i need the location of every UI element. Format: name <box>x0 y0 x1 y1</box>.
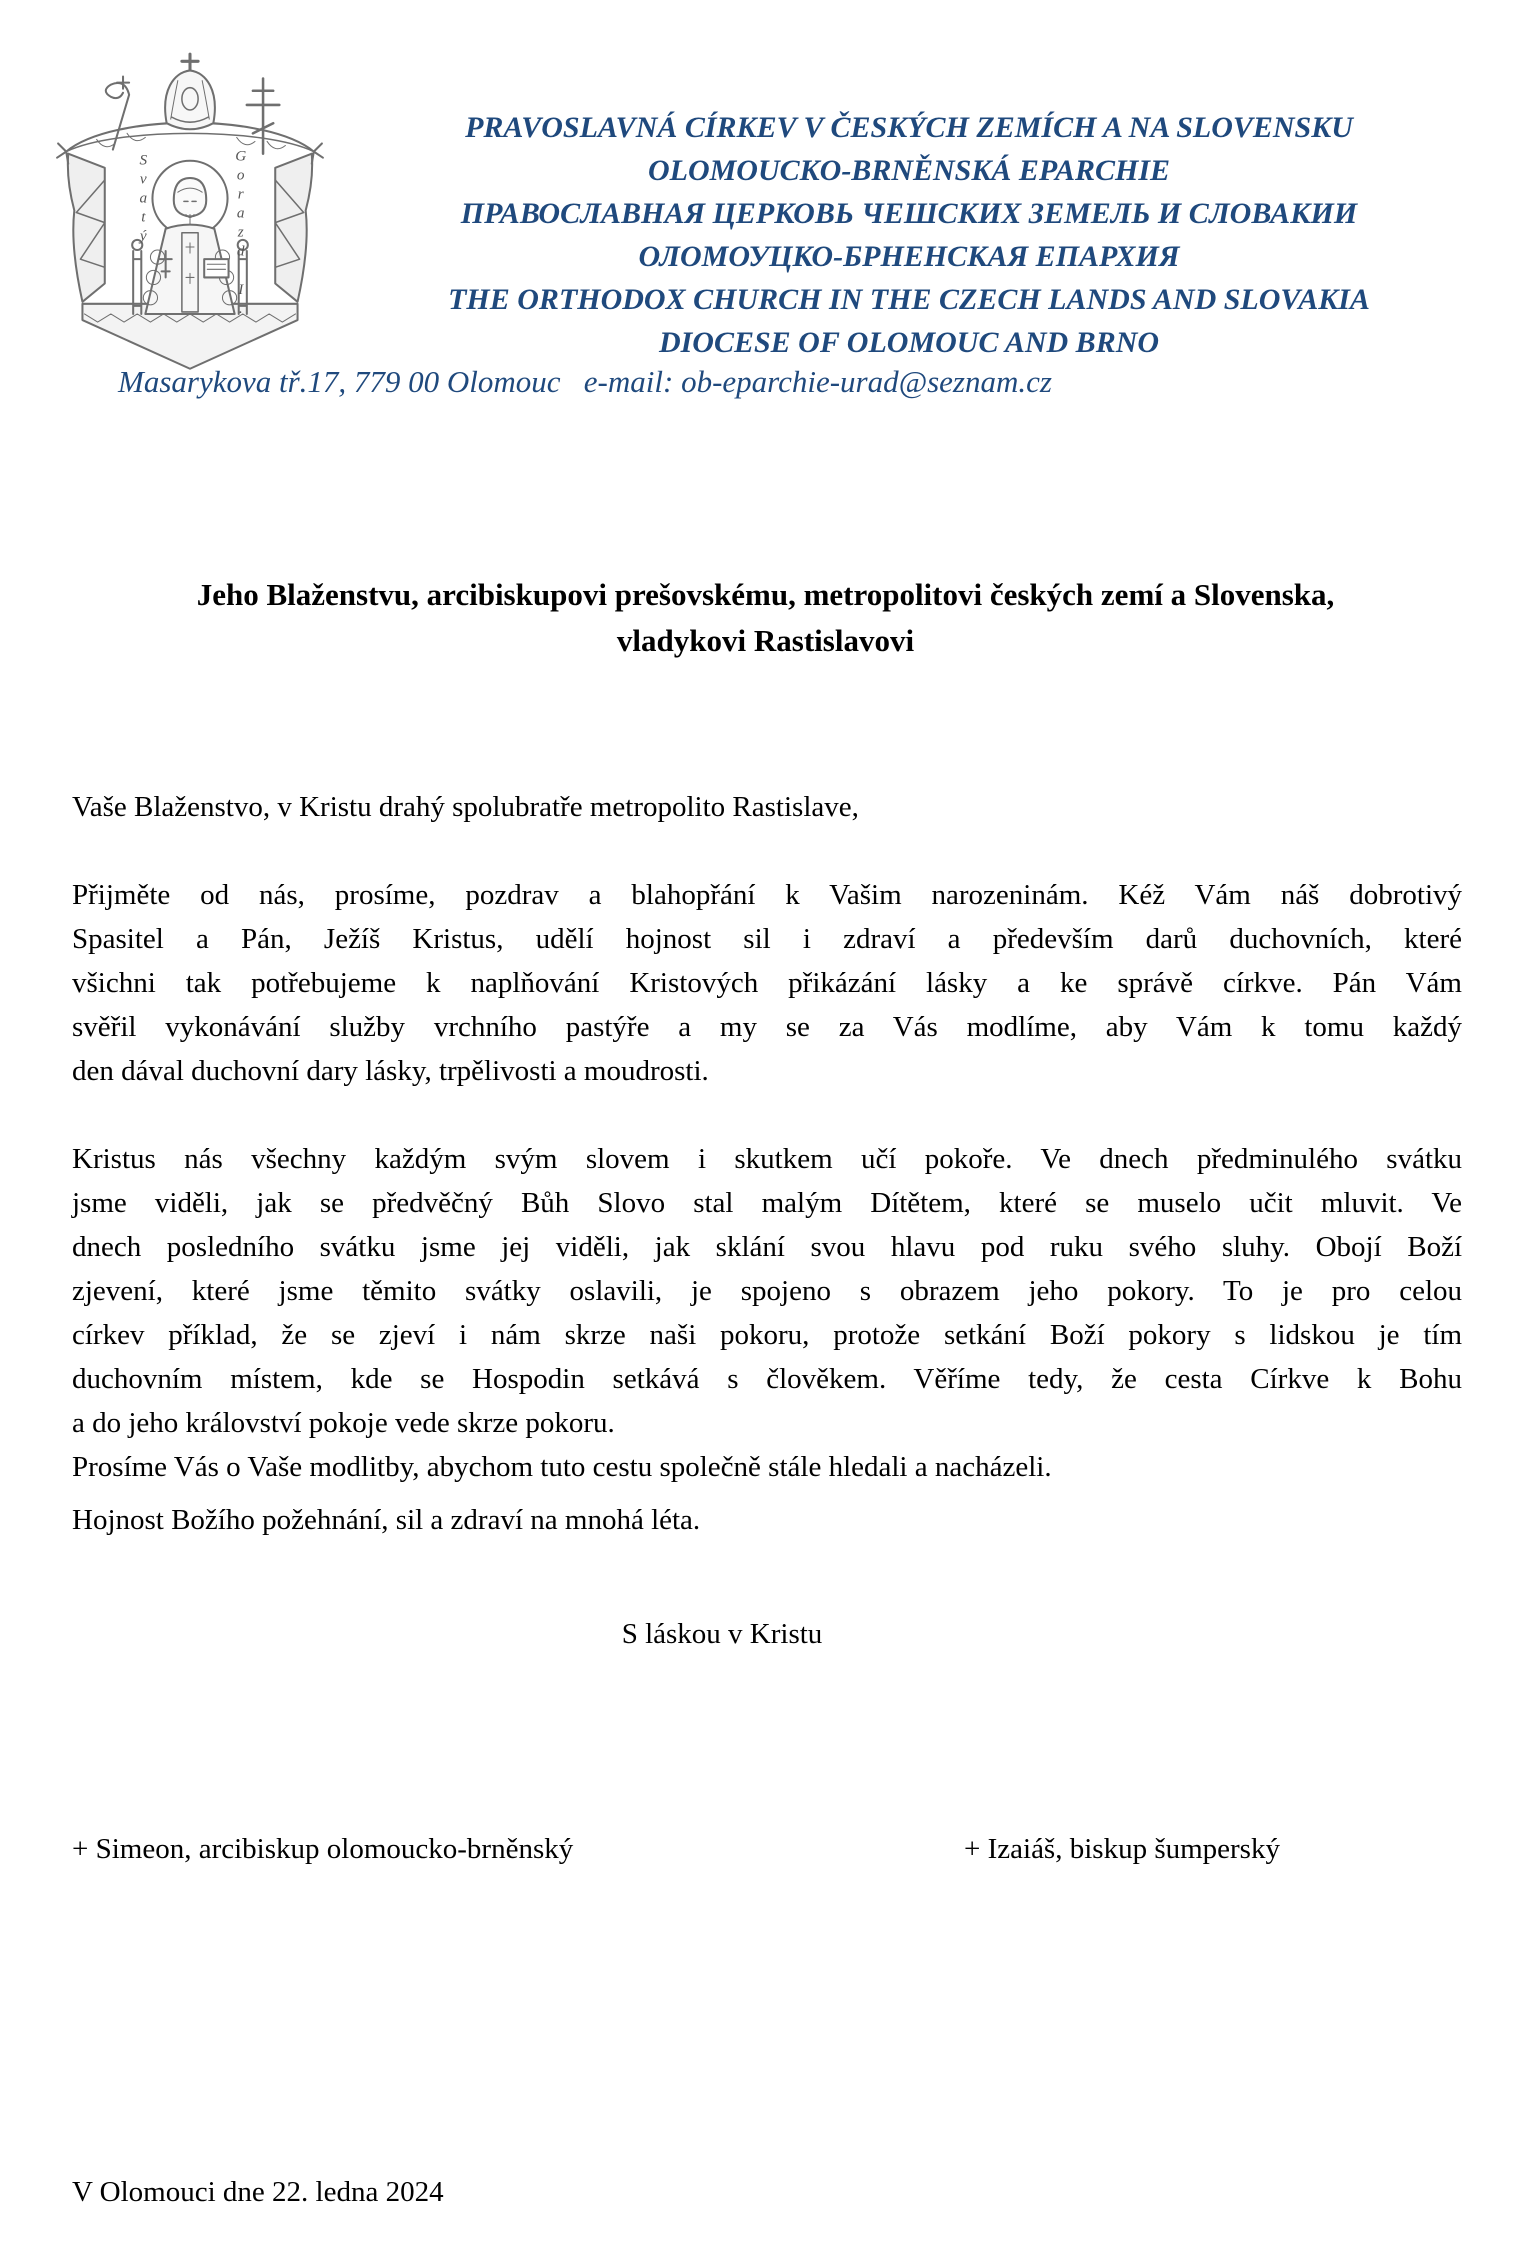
signature-right: + Izaiáš, biskup šumperský <box>964 1833 1280 1865</box>
letterhead-line-czech-1: PRAVOSLAVNÁ CÍRKEV V ČESKÝCH ZEMÍCH A NA SLOVENSKU <box>465 111 1353 144</box>
dateline: V Olomouci dne 22. ledna 2024 <box>72 2176 444 2208</box>
body-line: Spasitel a Pán, Ježíš Kristus, udělí hojnost sil i zdraví a především darů duchovních, které <box>72 923 1462 955</box>
salutation: Vaše Blaženstvo, v Kristu drahý spolubratře metropolito Rastislave, <box>72 791 859 823</box>
letterhead-line-russian-1: ПРАВОСЛАВНАЯ ЦЕРКОВЬ ЧЕШСКИХ ЗЕМЕЛЬ И СЛОВАКИИ <box>460 197 1358 230</box>
body-line: církev příklad, že se zjeví i nám skrze naši pokoru, protože setkání Boží pokory s lidskou je tím <box>72 1319 1462 1351</box>
letterhead-line-english-1: THE ORTHODOX CHURCH IN THE CZECH LANDS AND SLOVAKIA <box>448 283 1370 316</box>
letterhead-line-russian-2: ОЛОМОУЦКО-БРНЕНСКАЯ ЕПАРХИЯ <box>638 240 1180 273</box>
addressee-line-1: Jeho Blaženstvu, arcibiskupovi prešovskému, metropolitovi českých zemí a Slovenska, <box>196 577 1335 612</box>
body-line: jsme viděli, jak se předvěčný Bůh Slovo stal malým Dítětem, které se muselo učit mluvit. Ve <box>72 1187 1462 1219</box>
diocese-emblem <box>52 48 328 378</box>
body-line: a do jeho království pokoje vede skrze pokoru. <box>72 1407 615 1439</box>
paragraph-2 <box>72 1137 1462 1489</box>
body-line: svěřil vykonávání služby vrchního pastýře a my se za Vás modlíme, aby Vám k tomu každý <box>72 1011 1462 1043</box>
body-line: duchovním místem, kde se Hospodin setkává s člověkem. Věříme tedy, že cesta Církve k Bohu <box>72 1363 1462 1395</box>
body-line: Kristus nás všechny každým svým slovem i skutkem učí pokoře. Ve dnech předminulého svátku <box>72 1143 1462 1175</box>
body-line: dnech posledního svátku jsme jej viděli, jak sklání svou hlavu pod ruku svého sluhy. Obojí Boží <box>72 1231 1462 1263</box>
letterhead-address: Masarykova tř.17, 779 00 Olomouc e-mail: ob-eparchie-urad@seznam.cz <box>118 364 1052 399</box>
letterhead-line-czech-2: OLOMOUCKO-BRNĚNSKÁ EPARCHIE <box>647 154 1171 187</box>
addressee-line-2: vladykovi Rastislavovi <box>616 623 915 658</box>
body-line: zjevení, které jsme těmito svátky oslavili, je spojeno s obrazem jeho pokory. To je pro celou <box>72 1275 1462 1307</box>
letterhead-line-english-2: DIOCESE OF OLOMOUC AND BRNO <box>658 326 1160 359</box>
body-line: Prosíme Vás o Vaše modlitby, abychom tuto cestu společně stále hledali a nacházeli. <box>72 1451 1052 1483</box>
saint-gorazd-emblem-icon <box>52 48 328 378</box>
emblem-label-right: Gorazd I. <box>232 147 250 319</box>
blessing-line: Hojnost Božího požehnání, sil a zdraví na mnohá léta. <box>72 1504 701 1536</box>
emblem-label-left: Svatý <box>134 151 152 247</box>
paragraph-1 <box>72 873 1462 1093</box>
closing-line: S láskou v Kristu <box>621 1618 823 1650</box>
body-line: Přijměte od nás, prosíme, pozdrav a blahopřání k Vašim narozeninám. Kéž Vám náš dobrotivý <box>72 879 1462 911</box>
letterhead-titles <box>330 106 1488 364</box>
body-line: všichni tak potřebujeme k naplňování Kristových přikázání lásky a ke správě církve. Pán Vám <box>72 967 1462 999</box>
signature-left: + Simeon, arcibiskup olomoucko-brněnský <box>72 1833 574 1865</box>
body-line: den dával duchovní dary lásky, trpělivosti a moudrosti. <box>72 1055 709 1087</box>
addressee-heading <box>72 572 1459 664</box>
